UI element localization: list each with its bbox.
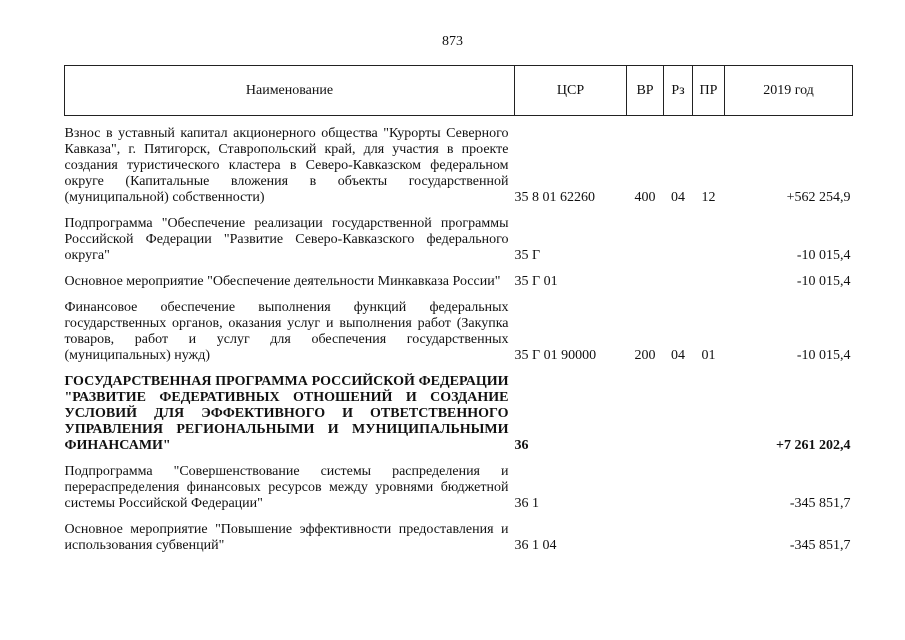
row-name: Подпрограмма "Совершенствование системы распределения и перераспределения финансовых ресурсов между уровнями бюджетной системы Российской Федерации" [64,464,509,511]
row-spacer-cell [65,290,853,300]
row-value: -345 851,7 [789,496,851,511]
row-rz [664,216,693,264]
row-vr [627,522,664,554]
row-value: -10 015,4 [796,348,851,363]
row-value: -10 015,4 [796,274,851,289]
row-rz [664,522,693,554]
row-csr: 36 [514,438,529,453]
row-name: Финансовое обеспечение выполнения функций федеральных государственных органов, оказания услуг и выполнения работ (Закупка товаров, работ и услуг для обеспечения государственных (муниципальных) нужд) [64,300,509,363]
row-vr: 200 [634,348,656,363]
table-row [65,300,853,364]
row-csr: 35 Г 01 90000 [514,348,597,363]
row-spacer [65,116,853,127]
row-name: Основное мероприятие "Обеспечение деятельности Минкавказа России" [64,274,501,289]
header-name: Наименование [65,66,515,116]
row-csr: 36 1 04 [514,538,557,553]
row-spacer [65,454,853,464]
row-spacer-cell [65,116,853,127]
row-rz: 04 [671,348,685,363]
row-pr [693,374,725,454]
row-csr: 36 1 [514,496,539,511]
row-name: Подпрограмма "Обеспечение реализации государственной программы Российской Федерации "Развитие Северо-Кавказского федерального округа" [64,216,509,263]
row-spacer-cell [65,512,853,522]
row-name: ГОСУДАРСТВЕННАЯ ПРОГРАММА РОССИЙСКОЙ ФЕДЕРАЦИИ "РАЗВИТИЕ ФЕДЕРАТИВНЫХ ОТНОШЕНИЙ И СОЗДАНИЕ УСЛОВИЙ ДЛЯ ЭФФЕКТИВНОГО И ОТВЕТСТВЕННОГО УПРАВЛЕНИЯ РЕГИОНАЛЬНЫМИ И МУНИЦИПАЛЬНЫМИ ФИНАНСАМИ" [64,374,509,453]
row-vr: 400 [634,190,656,205]
table-row [65,522,853,554]
row-rz: 04 [671,190,685,205]
row-rz [664,464,693,512]
table-row [65,216,853,264]
row-value: +562 254,9 [786,190,851,205]
row-vr [627,374,664,454]
row-spacer [65,290,853,300]
row-spacer [65,364,853,374]
row-spacer [65,206,853,216]
row-pr [693,216,725,264]
table-header-row [65,66,853,116]
row-pr [693,464,725,512]
row-vr [627,216,664,264]
budget-table [64,65,853,554]
page-number: 873 [442,34,463,49]
row-rz [664,374,693,454]
row-csr: 35 8 01 62260 [514,190,595,205]
row-pr: 12 [701,190,716,205]
row-name: Взнос в уставный капитал акционерного общества "Курорты Северного Кавказа", г. Пятигорск, Ставропольский край, для участия в проекте создания туристического кластера в Северо-Кавказском федеральном округе (Капитальные вложения в объекты государственной (муниципальной) собственности) [64,126,509,205]
row-pr: 01 [701,348,716,363]
row-vr [627,274,664,290]
header-rz: Рз [664,66,693,116]
header-pr: ПР [693,66,725,116]
table-row [65,274,853,290]
row-vr [627,464,664,512]
row-pr [693,274,725,290]
table-row [65,126,853,206]
row-csr: 35 Г 01 [514,274,558,289]
table-row [65,464,853,512]
row-value: +7 261 202,4 [776,438,851,453]
header-csr: ЦСР [515,66,627,116]
row-spacer-cell [65,364,853,374]
row-value: -345 851,7 [789,538,851,553]
row-spacer-cell [65,264,853,274]
row-spacer-cell [65,454,853,464]
header-vr: ВР [627,66,664,116]
row-value: -10 015,4 [796,248,851,263]
row-spacer-cell [65,206,853,216]
row-spacer [65,264,853,274]
header-year: 2019 год [725,66,853,116]
row-pr [693,522,725,554]
row-spacer [65,512,853,522]
row-rz [664,274,693,290]
table-row [65,374,853,454]
row-name: Основное мероприятие "Повышение эффективности предоставления и использования субвенций" [64,522,509,553]
row-csr: 35 Г [514,248,541,263]
